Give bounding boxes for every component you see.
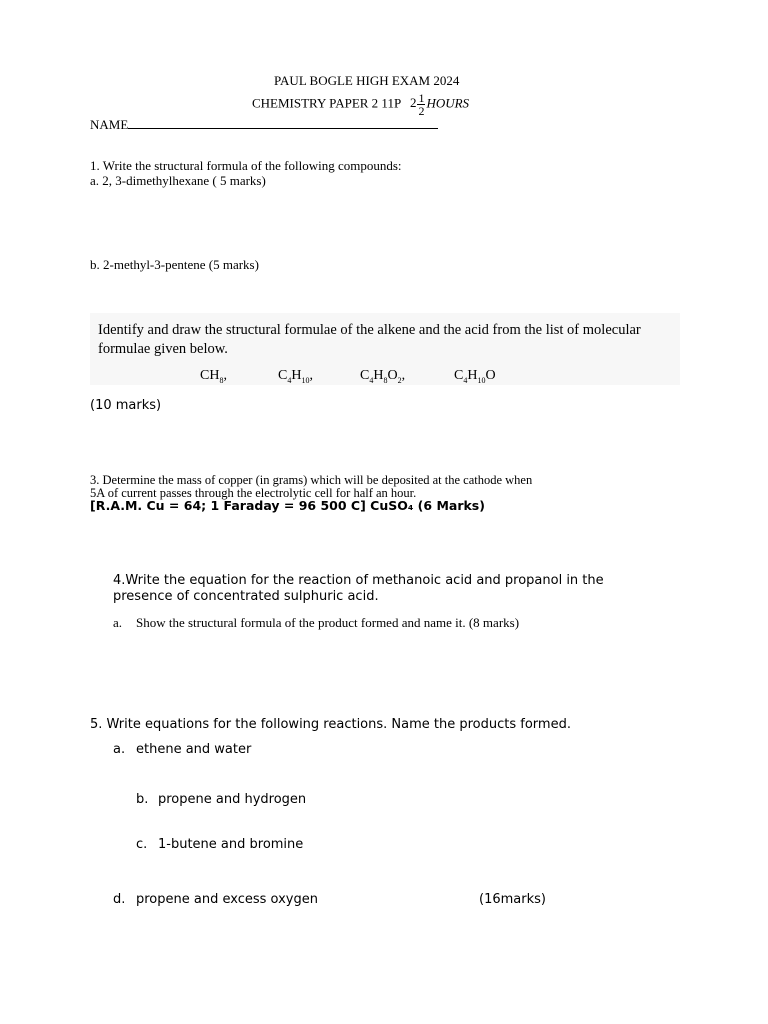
element-symbol: H — [467, 368, 478, 383]
paper-label: CHEMISTRY PAPER 2 11P — [252, 95, 401, 111]
q4-part-a: Show the structural formula of the product formed and name it. (8 marks) — [136, 615, 520, 630]
atom-count: 4 — [463, 375, 468, 385]
formula-3 — [360, 368, 405, 385]
duration-fraction — [417, 92, 425, 117]
separator: , — [223, 368, 227, 383]
q3-line-3: [R.A.M. Cu = 64; 1 Faraday = 96 500 C] CuSO₄ (6 Marks) — [90, 498, 485, 513]
element-symbol: C — [454, 368, 464, 383]
q5-stem: 5. Write equations for the following reactions. Name the products formed. — [90, 717, 571, 732]
duration-denominator: 2 — [418, 104, 425, 118]
q4-line-1: 4.Write the equation for the reaction of methanoic acid and propanol in the — [113, 573, 604, 588]
atom-count: 4 — [369, 375, 374, 385]
element-symbol: H — [373, 368, 384, 383]
q5-d: propene and excess oxygen — [136, 892, 318, 907]
element-symbol: O — [485, 368, 496, 383]
q5-c: 1-butene and bromine — [158, 837, 304, 852]
duration-numerator: 1 — [418, 91, 425, 105]
atom-count: 8 — [219, 375, 224, 385]
atom-count: 4 — [287, 375, 292, 385]
formula-2 — [278, 368, 313, 385]
q1-part-a: a. 2, 3-dimethylhexane ( 5 marks) — [90, 173, 266, 188]
q5-b-marker: b. — [136, 792, 149, 807]
name-field — [90, 116, 438, 133]
element-symbol: C — [278, 368, 288, 383]
q4-line-2: presence of concentrated sulphuric acid. — [113, 589, 379, 604]
element-symbol: H — [291, 368, 302, 383]
duration-unit: HOURS — [426, 95, 470, 111]
q2-text — [98, 321, 641, 359]
q3-line-1: 3. Determine the mass of copper (in grams) which will be deposited at the cathode when — [90, 473, 533, 487]
formula-1 — [200, 368, 227, 385]
element-symbol: O — [387, 368, 398, 383]
q5-c-marker: c. — [136, 837, 148, 852]
q5-marks: (16marks) — [479, 892, 546, 907]
q5-b: propene and hydrogen — [158, 792, 307, 807]
atom-count: 10 — [301, 375, 310, 385]
q1-stem: 1. Write the structural formula of the following compounds: — [90, 158, 402, 173]
separator: , — [401, 368, 406, 383]
element-symbol: H — [209, 368, 220, 383]
q5-a-marker: a. — [113, 742, 126, 757]
duration-whole: 2 — [409, 95, 417, 111]
q1-part-b: b. 2-methyl-3-pentene (5 marks) — [90, 257, 259, 272]
exam-title: PAUL BOGLE HIGH EXAM 2024 — [274, 73, 460, 88]
element-symbol: C — [360, 368, 370, 383]
q2-line-2: formulae given below. — [98, 341, 228, 357]
q4-part-a-marker: a. — [113, 615, 123, 630]
atom-count: 10 — [477, 375, 486, 385]
name-label: NAME — [90, 117, 129, 132]
q3-line-2: 5A of current passes through the electrolytic cell for half an hour. — [90, 486, 417, 500]
formula-4 — [454, 368, 496, 385]
name-underline — [128, 116, 438, 129]
element-symbol: C — [200, 368, 210, 383]
q5-a: ethene and water — [136, 742, 252, 757]
q2-image-block — [90, 313, 680, 385]
q2-marks: (10 marks) — [90, 398, 162, 413]
separator: , — [309, 368, 313, 383]
q2-line-1: Identify and draw the structural formulae of the alkene and the acid from the list of molecular — [98, 322, 641, 338]
q5-d-marker: d. — [113, 892, 126, 907]
atom-count: 2 — [397, 375, 402, 385]
atom-count: 8 — [383, 375, 388, 385]
paper-line — [252, 92, 469, 117]
